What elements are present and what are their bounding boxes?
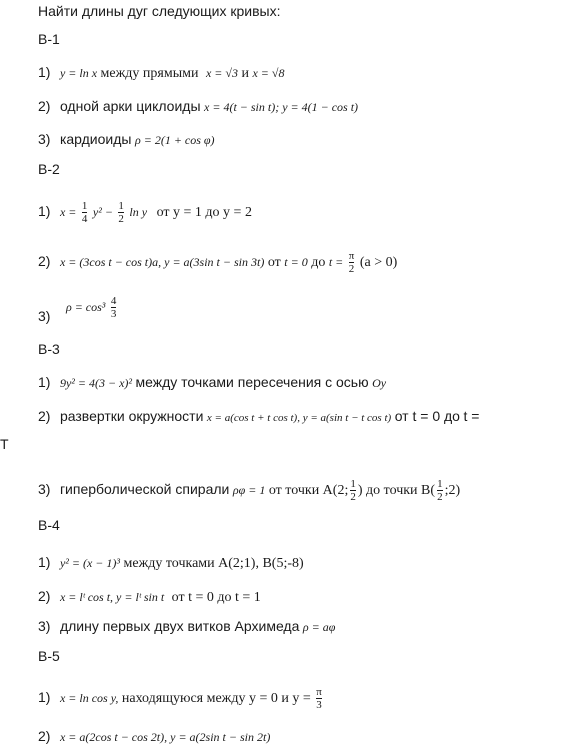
item-number: 2) (38, 408, 51, 424)
item-number: 1) (38, 374, 51, 390)
item-text: от y = 1 до y = 2 (156, 205, 252, 220)
item-text: гиперболической спирали (59, 481, 230, 497)
item-number: 3) (38, 618, 51, 634)
variant-4-label: В-4 (38, 517, 60, 533)
variant-3-label: В-3 (38, 341, 60, 357)
formula: x = lᵗ cos t, y = lᵗ sin t (59, 590, 165, 604)
item-text: между точками пересечения с осью (135, 374, 369, 390)
fraction: $\frac{1}{2}$ (350, 478, 356, 504)
v4-item-3 (38, 617, 335, 637)
formula: ln y (129, 205, 148, 219)
item-number: 2) (38, 728, 51, 744)
item-number: 1) (38, 64, 51, 80)
v4-item-2 (38, 587, 261, 607)
item-text: ) до точки В( (357, 483, 436, 498)
page-header: Найти длины дуг следующих кривых: (38, 3, 281, 19)
item-text: кардиоиды (59, 131, 132, 147)
variant-2-label: В-2 (38, 161, 60, 177)
v1-item-1 (38, 63, 285, 83)
item-number: 2) (38, 253, 51, 269)
item-text: ) (455, 483, 461, 498)
v1-item-3 (38, 130, 215, 150)
item-number: 1) (38, 203, 51, 219)
formula: x = √3 (205, 66, 238, 80)
v2-item-3 (38, 292, 118, 331)
item-text: между прямыми (100, 66, 199, 81)
formula: x = 4(t − sin t); y = 4(1 − cos t) (204, 100, 359, 114)
item-number: 2) (38, 98, 51, 114)
variant-1-label: В-1 (38, 31, 60, 47)
formula: x = a(cos t + t cos t), y = a(sin t − t cos t) (206, 412, 392, 424)
item-text: от (267, 255, 281, 270)
formula: x = a(2cos t − cos 2t), y = a(2sin t − sin 2t) (59, 730, 271, 744)
item-text: находящуюся между y = 0 и y = (121, 691, 311, 706)
item-text: развертки окружности (59, 408, 204, 424)
fraction: $\frac{1}{2}$ (437, 478, 443, 504)
formula: Oy (372, 376, 387, 390)
item-text: до (311, 255, 326, 270)
v4-item-1 (38, 553, 304, 573)
formula: y² = (x − 1)³ (59, 556, 120, 570)
formula: 9y² = 4(3 − x)² (59, 376, 132, 390)
formula: x = (3cos t − cos t)a, y = a(3sin t − sin 3t) (59, 255, 265, 269)
item-text: от точки А(2; (268, 483, 349, 498)
formula: ρφ = 1 (232, 483, 266, 497)
formula: t = (328, 255, 344, 269)
item-number: 2) (38, 588, 51, 604)
item-number: 3) (38, 481, 51, 497)
wrapped-fragment: Т (0, 436, 9, 452)
fraction: $\frac{\pi}{3}$ (316, 686, 322, 712)
item-text: от t = 0 до t = 1 (171, 590, 261, 605)
v1-item-2 (38, 97, 358, 117)
fraction: $\frac{\pi}{2}$ (348, 250, 355, 276)
formula: y = ln x (59, 66, 98, 80)
item-text: и (241, 66, 249, 81)
item-number: 3) (38, 131, 51, 147)
v5-item-2 (38, 727, 270, 747)
formula: ρ = cos³ (65, 300, 106, 314)
formula: ρ = aφ (302, 620, 336, 634)
item-text: длину первых двух витков Архимеда (59, 618, 300, 634)
fraction: $\frac{4}{3}$ (110, 295, 117, 321)
v3-item-1 (38, 373, 386, 393)
formula: x = (59, 205, 77, 219)
fraction: $\frac{1}{4}$ (81, 200, 88, 226)
formula: x = ln cos y, (59, 691, 119, 705)
item-number: 3) (38, 308, 51, 324)
item-number: 1) (38, 689, 51, 705)
item-text: от t = 0 до (394, 408, 460, 424)
item-text: ;2 (444, 483, 456, 498)
item-text: (a > 0) (359, 255, 398, 270)
formula: ρ = 2(1 + cos φ) (134, 133, 215, 147)
formula: x = √8 (252, 66, 285, 80)
item-number: 1) (38, 554, 51, 570)
formula: y² − (92, 205, 113, 219)
v5-item-1 (38, 682, 324, 714)
v2-item-1 (38, 196, 252, 228)
item-text: между точками А(2;1), В(5;-8) (123, 556, 304, 571)
fraction: $\frac{1}{2}$ (118, 200, 124, 226)
formula: t = 0 (284, 255, 308, 269)
v3-item-3 (38, 474, 460, 506)
item-text: одной арки циклоиды (59, 98, 201, 114)
variant-5-label: В-5 (38, 648, 60, 664)
item-text: t = (463, 408, 480, 424)
v2-item-2 (38, 246, 397, 278)
v3-item-2 (38, 407, 479, 427)
